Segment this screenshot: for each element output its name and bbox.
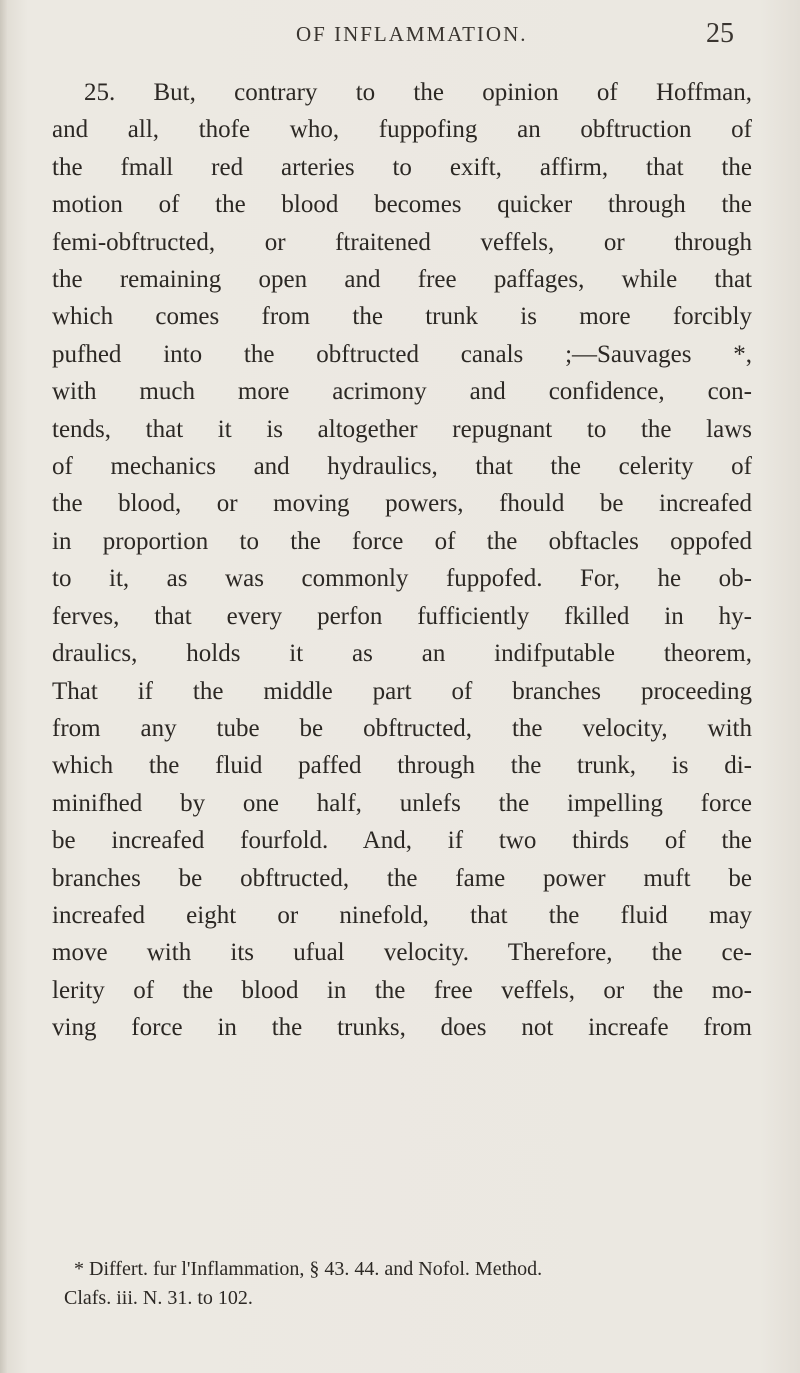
text-line: increafed eight or ninefold, that the fluid may	[52, 901, 752, 929]
text-line: with much more acrimony and confidence, con-	[52, 378, 752, 406]
running-head: OF INFLAMMATION.	[296, 22, 528, 46]
text-line: 25. But, contrary to the opinion of Hoffman,	[84, 79, 752, 106]
text-line: in proportion to the force of the obftacles oppofed	[52, 527, 752, 555]
text-line: pufhed into the obftructed canals ;—Sauvages *,	[52, 340, 752, 368]
text-line: ving force in the trunks, does not increafe from	[52, 1014, 752, 1042]
page-gutter-shadow	[0, 0, 8, 1373]
text-line: That if the middle part of branches proceeding	[52, 677, 752, 705]
text-line: move with its ufual velocity. Therefore, the ce-	[52, 939, 752, 967]
text-line: which the fluid paffed through the trunk, is di-	[52, 752, 752, 780]
text-line: which comes from the trunk is more forcibly	[52, 303, 752, 331]
text-line: to it, as was commonly fuppofed. For, he ob-	[52, 565, 752, 593]
text-line: minifhed by one half, unlefs the impelling force	[52, 789, 752, 817]
text-line: the remaining open and free paffages, while that	[52, 266, 752, 294]
text-line: branches be obftructed, the fame power muft be	[52, 864, 752, 892]
footnote-line: Clafs. iii. N. 31. to 102.	[64, 1287, 253, 1309]
text-line: of mechanics and hydraulics, that the celerity of	[52, 453, 752, 481]
text-line: be increafed fourfold. And, if two thirds of the	[52, 827, 752, 855]
text-line: and all, thofe who, fuppofing an obftruction of	[52, 116, 752, 144]
body-paragraph	[52, 74, 752, 1047]
page-header	[0, 14, 800, 54]
text-line: from any tube be obftructed, the velocity, with	[52, 714, 752, 742]
text-line: motion of the blood becomes quicker through the	[52, 191, 752, 219]
footnote-line: * Differt. fur l'Inflammation, § 43. 44. and Nofol. Method.	[74, 1258, 543, 1280]
text-line: the blood, or moving powers, fhould be increafed	[52, 490, 752, 518]
text-line: femi-obftructed, or ftraitened veffels, or through	[52, 228, 752, 256]
text-line: the fmall red arteries to exift, affirm, that the	[52, 153, 752, 181]
footnote	[64, 1255, 764, 1313]
page-number: 25	[706, 18, 734, 49]
text-line: ferves, that every perfon fufficiently fkilled in hy-	[52, 602, 752, 630]
text-line: lerity of the blood in the free veffels, or the mo-	[52, 976, 752, 1004]
text-line: tends, that it is altogether repugnant to the laws	[52, 415, 752, 443]
text-line: draulics, holds it as an indifputable theorem,	[52, 640, 752, 668]
